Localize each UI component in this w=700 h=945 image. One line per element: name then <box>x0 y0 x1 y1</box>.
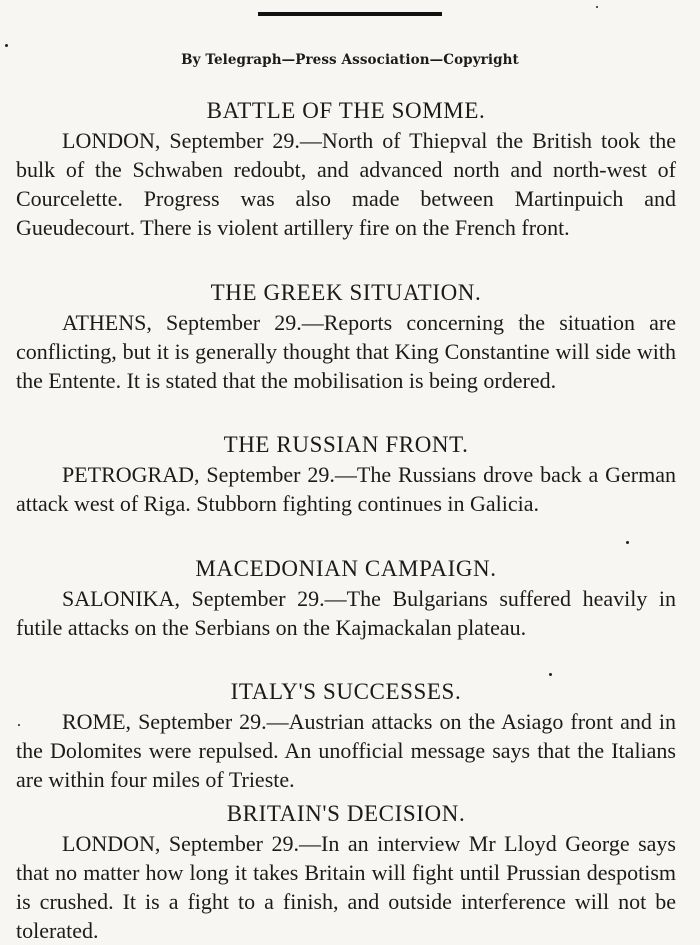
article-body <box>16 829 676 945</box>
article-dateline: ROME, <box>62 709 132 734</box>
article-dateline: LONDON, <box>62 831 161 856</box>
top-rule <box>258 12 442 16</box>
article-macedonian-campaign <box>16 554 676 642</box>
article-italys-successes <box>16 677 676 794</box>
article-body <box>16 584 676 642</box>
article-text: September 29.—Reports concerning the situation are conflicting, but it is generally thought that King Constantine will side with the Entente. It is stated that the mobilisation is being ordered. <box>16 310 677 393</box>
print-speck <box>596 6 598 8</box>
article-headline: THE GREEK SITUATION. <box>210 280 482 305</box>
article-greek-situation <box>16 278 676 395</box>
article-text: September 29.—In an interview Mr Lloyd George says that no matter how long it takes Britain will fight until Prussian despotism is crushed. It is a fight to a finish, and outside interference will not be tolerated. <box>16 831 676 943</box>
article-dateline: LONDON, <box>62 128 161 153</box>
print-speck <box>626 541 629 544</box>
article-britains-decision <box>16 799 676 945</box>
article-headline: ITALY'S SUCCESSES. <box>230 679 462 704</box>
article-text: September 29.—The Bulgarians suffered heavily in futile attacks on the Serbians on the Kajmackalan plateau. <box>16 586 677 640</box>
article-body <box>16 308 676 395</box>
article-dateline: ATHENS, <box>62 310 152 335</box>
article-headline: MACEDONIAN CAMPAIGN. <box>195 556 497 581</box>
article-battle-of-the-somme <box>16 96 676 242</box>
print-speck <box>5 44 8 47</box>
article-dateline: SALONIKA, <box>62 586 180 611</box>
article-body <box>16 460 676 518</box>
article-body <box>16 707 676 794</box>
article-text: September 29.—Austrian attacks on the Asiago front and in the Dolomites were repulsed. An unofficial message says that the Italians are within four miles of Trieste. <box>16 709 677 792</box>
article-text: September 29.—North of Thiepval the British took the bulk of the Schwaben redoubt, and advanced north and north-west of Courcelette. Progress was also made between Martinpuich and Gueudecourt. There is violent artillery fire on the French front. <box>16 128 677 240</box>
print-speck <box>549 673 552 676</box>
article-headline: BRITAIN'S DECISION. <box>226 801 466 826</box>
press-credit-line: By Telegraph—Press Association—Copyright <box>181 52 519 68</box>
article-headline: THE RUSSIAN FRONT. <box>223 432 469 457</box>
article-body <box>16 126 676 242</box>
article-text: September 29.—The Russians drove back a German attack west of Riga. Stubborn fighting continues in Galicia. <box>16 462 676 516</box>
article-dateline: PETROGRAD, <box>62 462 200 487</box>
print-speck <box>18 724 20 726</box>
article-headline: BATTLE OF THE SOMME. <box>206 98 486 123</box>
article-russian-front <box>16 430 676 518</box>
